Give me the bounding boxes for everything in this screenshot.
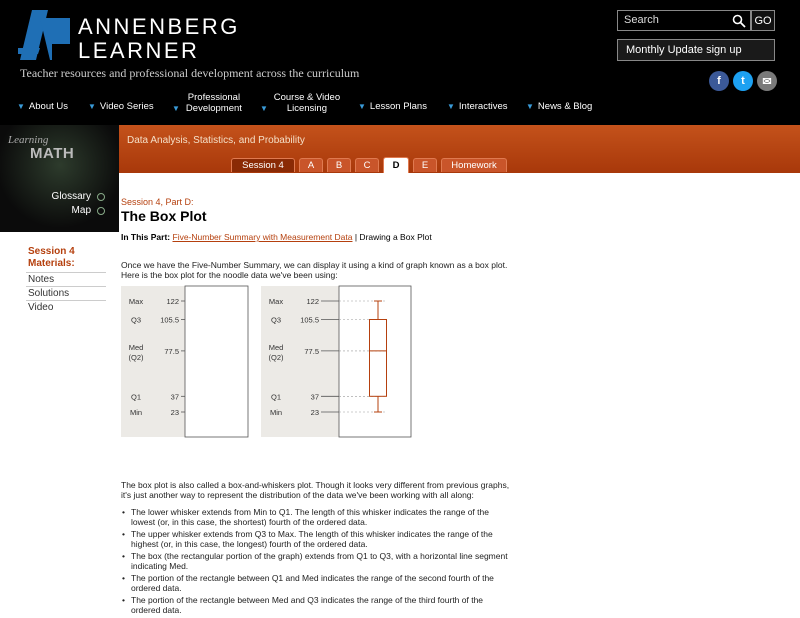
math-label: MATH <box>30 145 75 162</box>
circle-icon <box>97 193 105 201</box>
stat-value-label: 37 <box>170 392 179 402</box>
stat-name-label: (Q2) <box>128 352 144 362</box>
list-item: • The box (the rectangular portion of the graph) extends from Q1 to Q3, with a horizontal line segment indicating Med. <box>121 552 511 571</box>
tab-c[interactable]: C <box>355 158 379 172</box>
annenberg-logo-icon[interactable] <box>18 10 70 60</box>
chevron-down-icon: ▼ <box>172 103 180 113</box>
cart-icon[interactable]: ✉ <box>757 71 777 91</box>
tagline: Teacher resources and professional development across the curriculum <box>20 66 360 80</box>
stat-name-label: Med <box>128 342 144 352</box>
nav-interactives[interactable]: ▼ Interactives <box>447 101 508 112</box>
part-label: Session 4, Part D: <box>121 197 194 207</box>
list-item: • The portion of the rectangle between Q1 and Med indicates the range of the second fourth of the ordered data. <box>121 574 511 593</box>
box-plot-figure <box>121 286 411 437</box>
nav-video-series[interactable]: ▼ Video Series <box>88 101 154 112</box>
chevron-down-icon: ▼ <box>88 102 96 111</box>
tab-homework[interactable]: Homework <box>441 158 507 172</box>
learning-label: Learning <box>8 134 49 146</box>
stat-name-label: Q1 <box>130 392 142 402</box>
search-icon[interactable] <box>731 13 747 29</box>
materials-title: Session 4 Materials: <box>28 246 75 269</box>
nav-professional-development[interactable]: ▼ Professional Development <box>172 92 242 114</box>
left-sidebar <box>0 125 119 600</box>
divider <box>26 300 106 301</box>
chevron-down-icon: ▼ <box>526 102 534 111</box>
stat-value-label: 105.5 <box>160 315 179 325</box>
bullet-list <box>121 508 511 615</box>
notes-link[interactable]: Notes <box>28 274 55 285</box>
map-link[interactable]: Map <box>72 205 105 216</box>
stat-value-label: 105.5 <box>300 315 319 325</box>
paragraph-2: The box plot is also called a box-and-whiskers plot. Though it looks very different from previous graphs, it's just another way to represent the distribution of the data we've been working with all along: <box>121 480 510 500</box>
nav-news-blog[interactable]: ▼ News & Blog <box>526 101 593 112</box>
stat-value-label: 37 <box>310 392 319 402</box>
five-number-summary-link[interactable]: Five-Number Summary with Measurement Data <box>172 232 353 242</box>
tab-a[interactable]: A <box>299 158 323 172</box>
course-title: Data Analysis, Statistics, and Probability <box>127 135 305 146</box>
tab-e[interactable]: E <box>413 158 437 172</box>
stat-name-label: Min <box>269 408 283 417</box>
empty-plot-panel <box>121 286 248 437</box>
list-item: • The upper whisker extends from Q3 to Max. The length of this whisker indicates the range of the highest (or, in this case, the longest) fourth of the ordered data. <box>121 530 511 549</box>
divider <box>26 286 106 287</box>
monthly-update-button[interactable]: Monthly Update sign up <box>617 39 775 61</box>
course-band <box>119 125 800 173</box>
search-input[interactable]: Search <box>617 10 751 31</box>
stat-name-label: Max <box>128 297 144 306</box>
stat-name-label: Q1 <box>270 392 282 402</box>
tab-b[interactable]: B <box>327 158 351 172</box>
stat-value-label: 77.5 <box>164 346 179 356</box>
stat-name-label: Med <box>268 342 284 352</box>
chevron-down-icon: ▼ <box>17 102 25 111</box>
box-plot-panel <box>261 286 411 437</box>
main-nav <box>0 92 800 118</box>
chevron-down-icon: ▼ <box>447 102 455 111</box>
stat-name-label: (Q2) <box>268 352 284 362</box>
stat-name-label: Q3 <box>130 315 142 325</box>
circle-icon <box>97 207 105 215</box>
stat-value-label: 23 <box>170 408 179 417</box>
chevron-down-icon: ▼ <box>358 102 366 111</box>
stat-name-label: Max <box>268 297 284 306</box>
divider <box>26 272 106 273</box>
site-header <box>0 0 800 125</box>
stat-value-label: 23 <box>310 408 319 417</box>
brand-line1[interactable]: ANNENBERG <box>78 14 240 39</box>
twitter-icon[interactable]: t <box>733 71 753 91</box>
list-item: • The lower whisker extends from Min to Q1. The length of this whisker indicates the range of the lowest (or, in this case, the shortest) fourth of the ordered data. <box>121 508 511 527</box>
stat-value-label: 77.5 <box>304 346 319 356</box>
intro-paragraph: Once we have the Five-Number Summary, we can display it using a kind of graph known as a box plot. Here is the box plot for the noodle data we've been using: <box>121 260 508 280</box>
glossary-link[interactable]: Glossary <box>52 191 105 202</box>
nav-course-licensing[interactable]: ▼ Course & Video Licensing <box>260 92 341 114</box>
go-button[interactable]: GO <box>751 10 775 31</box>
chevron-down-icon: ▼ <box>260 103 268 113</box>
video-link[interactable]: Video <box>28 302 54 313</box>
in-this-part: In This Part: Five-Number Summary with Measurement Data | Drawing a Box Plot <box>121 232 432 242</box>
solutions-link[interactable]: Solutions <box>28 288 70 299</box>
stat-value-label: 122 <box>306 297 319 306</box>
nav-about-us[interactable]: ▼ About Us <box>17 101 68 112</box>
page-title: The Box Plot <box>121 208 207 224</box>
stat-name-label: Q3 <box>270 315 282 325</box>
tab-d[interactable]: D <box>383 157 409 173</box>
brand-line2[interactable]: LEARNER <box>78 38 200 63</box>
nav-lesson-plans[interactable]: ▼ Lesson Plans <box>358 101 427 112</box>
stat-name-label: Min <box>129 408 143 417</box>
tab-session-4[interactable]: Session 4 <box>231 158 295 172</box>
list-item: • The portion of the rectangle between Med and Q3 indicates the range of the third fourth of the ordered data. <box>121 596 511 615</box>
facebook-icon[interactable]: f <box>709 71 729 91</box>
learning-math-banner <box>0 125 119 232</box>
stat-value-label: 122 <box>166 297 179 306</box>
